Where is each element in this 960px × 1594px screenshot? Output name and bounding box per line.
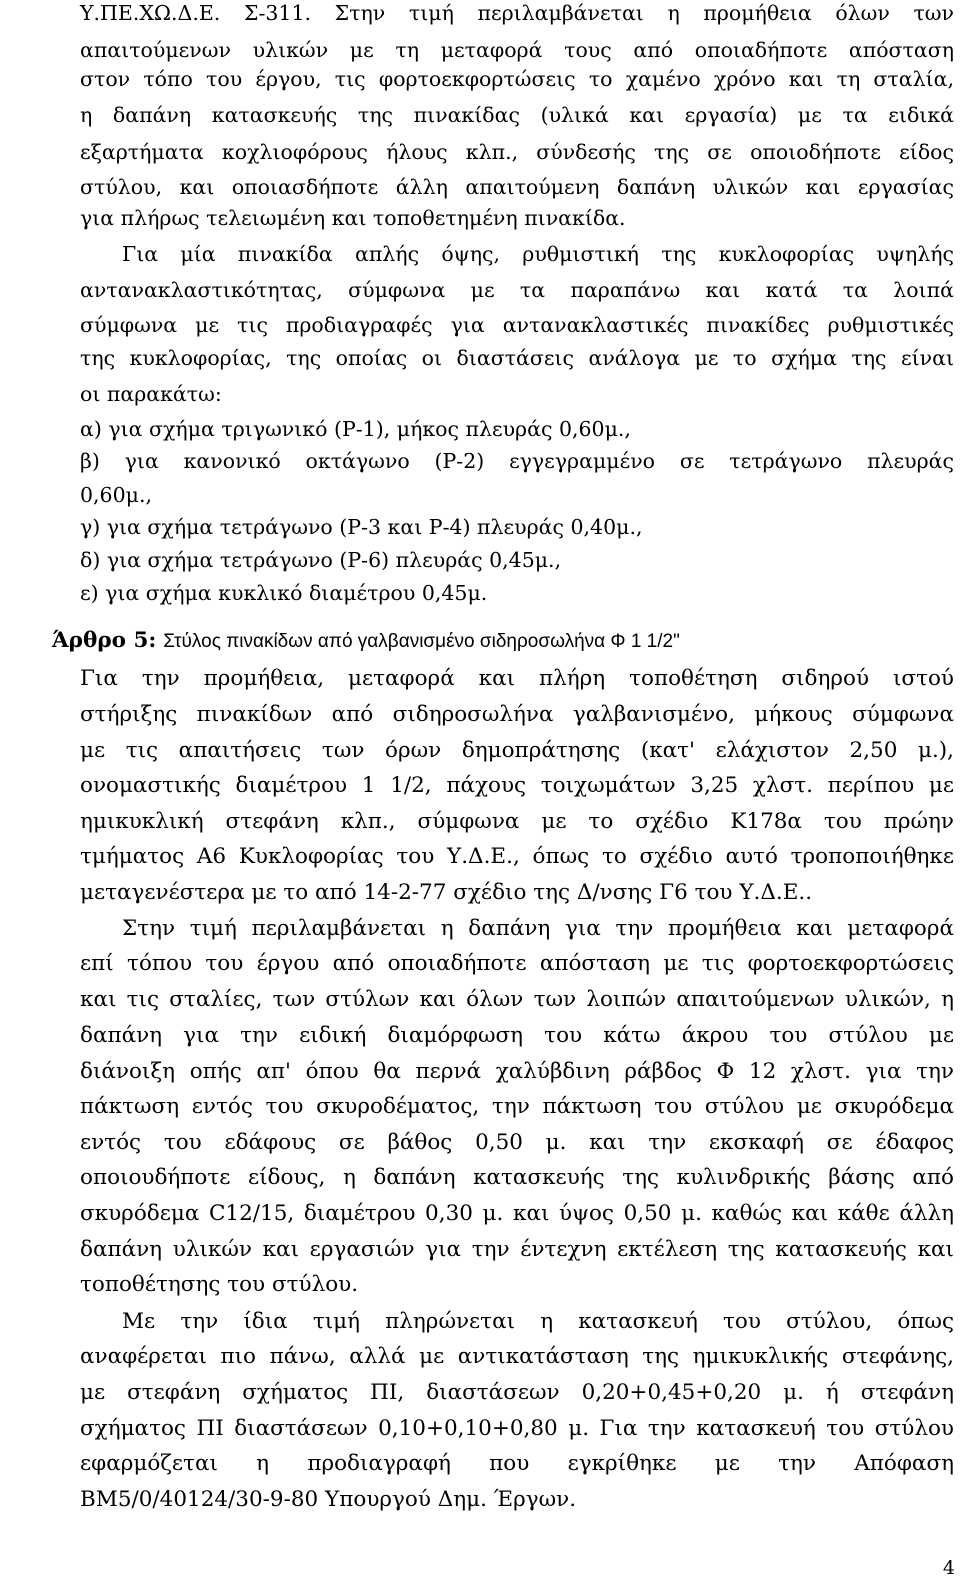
text-line: Με την ίδια τιμή πληρώνεται η κατασκευή του στύλου, όπως: [122, 1309, 954, 1334]
text-line: σκυρόδεμα C12/15, διαμέτρου 0,30 μ. και ύψος 0,50 μ. καθώς και κάθε άλλη: [80, 1201, 954, 1226]
text-line: οι παρακάτω:: [80, 382, 222, 406]
text-line: πάκτωση εντός του σκυροδέματος, την πάκτωση του στύλου με σκυρόδεμα: [80, 1094, 954, 1119]
article-label: Άρθρο 5:: [52, 628, 157, 653]
text-line: οποιουδήποτε είδους, η δαπάνη κατασκευής της κυλινδρικής βάσης από: [80, 1165, 954, 1190]
text-line: αντανακλαστικότητας, σύμφωνα με τα παραπάνω και κατά τα λοιπά: [80, 278, 954, 302]
list-item: α) για σχήμα τριγωνικό (Ρ-1), μήκος πλευράς 0,60μ.,: [80, 417, 631, 441]
text-line: σχήματος ΠΙ διαστάσεων 0,10+0,10+0,80 μ. Για την κατασκευή του στύλου: [80, 1416, 954, 1441]
text-line: και τις σταλίες, των στύλων και όλων των λοιπών απαιτούμενων υλικών, η: [80, 987, 954, 1012]
text-line: σύμφωνα με τις προδιαγραφές για αντανακλαστικές πινακίδες ρυθμιστικές: [80, 313, 954, 337]
text-line: ημικυκλική στεφάνη κλπ., σύμφωνα με το σχέδιο Κ178α του πρώην: [80, 809, 954, 834]
text-line: διάνοιξη οπής απ' όπου θα περνά χαλύβδινη ράβδος Φ 12 χλστ. για την: [80, 1059, 954, 1084]
text-line: τμήματος Α6 Κυκλοφορίας του Υ.Δ.Ε., όπως το σχέδιο αυτό τροποποιήθηκε: [80, 844, 954, 869]
text-line: ονομαστικής διαμέτρου 1 1/2, πάχους τοιχωμάτων 3,25 χλστ. περίπου με: [80, 773, 954, 798]
text-line: για πλήρως τελειωμένη και τοποθετημένη πινακίδα.: [80, 206, 626, 230]
text-line: μεταγενέστερα με το από 14-2-77 σχέδιο της Δ/νσης Γ6 του Υ.Δ.Ε..: [80, 880, 813, 905]
text-line: στον τόπο του έργου, τις φορτοεκφορτώσεις το χαμένο χρόνο και τη σταλία,: [80, 67, 954, 91]
text-line: ΒΜ5/0/40124/30-9-80 Υπουργού Δημ. Έργων.: [80, 1487, 577, 1512]
article-heading: [52, 628, 926, 655]
text-line: στύλου, και οποιασδήποτε άλλη απαιτούμενη δαπάνη υλικών και εργασίας: [80, 175, 954, 199]
text-line: αναφέρεται πιο πάνω, αλλά με αντικατάσταση της ημικυκλικής στεφάνης,: [80, 1344, 954, 1369]
list-item: ε) για σχήμα κυκλικό διαμέτρου 0,45μ.: [80, 581, 488, 605]
text-line: δαπάνη για την ειδική διαμόρφωση του κάτω άκρου του στύλου με: [80, 1023, 954, 1048]
text-line: στήριξης πινακίδων από σιδηροσωλήνα γαλβανισμένο, μήκους σύμφωνα: [80, 702, 954, 727]
text-line: Για την προμήθεια, μεταφορά και πλήρη τοποθέτηση σιδηρού ιστού: [80, 666, 954, 691]
text-line: εντός του εδάφους σε βάθος 0,50 μ. και την εκσκαφή σε έδαφος: [80, 1130, 954, 1155]
text-line: εφαρμόζεται η προδιαγραφή που εγκρίθηκε με την Απόφαση: [80, 1451, 954, 1476]
list-item: δ) για σχήμα τετράγωνο (Ρ-6) πλευράς 0,45μ.,: [80, 548, 562, 572]
list-item: β) για κανονικό οκτάγωνο (Ρ-2) εγγεγραμμένο σε τετράγωνο πλευράς: [80, 449, 954, 473]
text-line: εξαρτήματα κοχλιοφόρους ήλους κλπ., σύνδεσής της σε οποιοδήποτε είδος: [80, 140, 954, 164]
list-item: 0,60μ.,: [80, 483, 153, 507]
text-line: με τις απαιτήσεις των όρων δημοπράτησης (κατ' ελάχιστον 2,50 μ.),: [80, 738, 954, 763]
text-line: Υ.ΠΕ.ΧΩ.Δ.Ε. Σ-311. Στην τιμή περιλαμβάνεται η προμήθεια όλων των: [80, 1, 954, 25]
text-line: τοποθέτησης του στύλου.: [80, 1272, 359, 1297]
text-line: Στην τιμή περιλαμβάνεται η δαπάνη για την προμήθεια και μεταφορά: [122, 916, 954, 941]
text-line: επί τόπου του έργου από οποιαδήποτε απόσταση με τις φορτοεκφορτώσεις: [80, 951, 954, 976]
text-line: Για μία πινακίδα απλής όψης, ρυθμιστική της κυκλοφορίας υψηλής: [122, 242, 954, 266]
text-line: της κυκλοφορίας, της οποίας οι διαστάσεις ανάλογα με το σχήμα της είναι: [80, 346, 954, 370]
page-number: 4: [942, 1557, 955, 1579]
list-item: γ) για σχήμα τετράγωνο (Ρ-3 και Ρ-4) πλευράς 0,40μ.,: [80, 515, 643, 539]
text-line: με στεφάνη σχήματος ΠΙ, διαστάσεων 0,20+0,45+0,20 μ. ή στεφάνη: [80, 1380, 954, 1405]
text-line: δαπάνη υλικών και εργασιών για την έντεχνη εκτέλεση της κατασκευής και: [80, 1237, 954, 1262]
article-title: Στύλος πινακίδων από γαλβανισμένο σιδηροσωλήνα Φ 1 1/2": [163, 631, 680, 652]
text-line: απαιτούμενων υλικών με τη μεταφορά τους από οποιαδήποτε απόσταση: [80, 38, 954, 62]
text-line: η δαπάνη κατασκευής της πινακίδας (υλικά και εργασία) με τα ειδικά: [80, 103, 954, 127]
